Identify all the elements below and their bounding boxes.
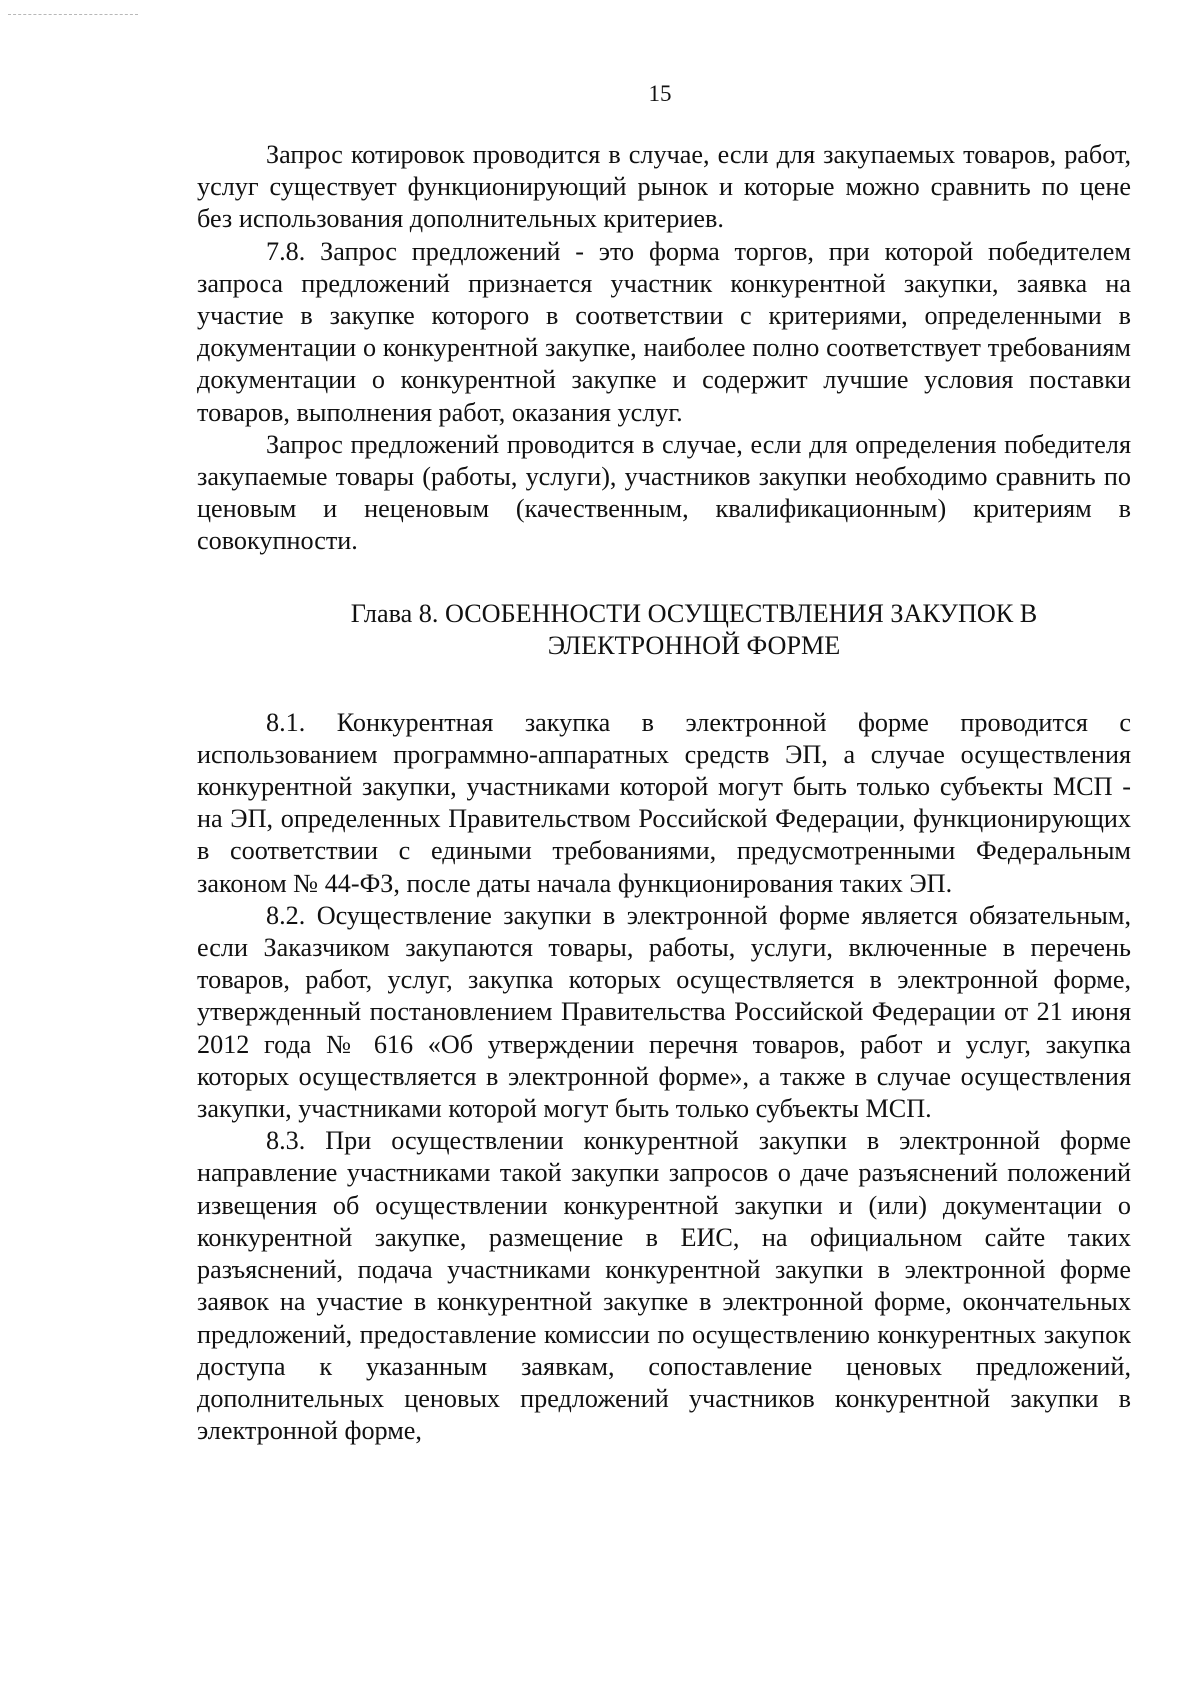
chapter-heading — [197, 598, 1131, 663]
paragraph-7-8: 7.8. Запрос предложений - это форма торгов, при которой победителем запроса предложений признается участник конкурентной закупки, заявка на участие в закупке которого в соответствии с критериями, определенными в документации о конкурентной закупке, наиболее полно соответствует требованиям документации о конкурентной закупке и содержит лучшие условия поставки товаров, выполнения работ, оказания услуг. — [197, 236, 1131, 427]
page-number: 15 — [648, 81, 672, 106]
chapter-heading-line-2: ЭЛЕКТРОННОЙ ФОРМЕ — [547, 631, 841, 661]
chapter-heading-line-1: Глава 8. ОСОБЕННОСТИ ОСУЩЕСТВЛЕНИЯ ЗАКУПОК В — [350, 598, 1038, 628]
paragraph-quote-request: Запрос котировок проводится в случае, если для закупаемых товаров, работ, услуг существует функционирующий рынок и которые можно сравнить по цене без использования дополнительных критериев. — [197, 140, 1131, 234]
document-body — [197, 139, 1131, 1447]
scan-artifact — [8, 14, 138, 17]
paragraph-8-1: 8.1. Конкурентная закупка в электронной форме проводится с использованием программно-аппаратных средств ЭП, а случае осуществления конкурентной закупки, участниками которой могут быть только субъекты МСП - на ЭП, определенных Правительством Российской Федерации, функционирующих в соответствии с едиными требованиями, предусмотренными Федеральным законом № 44-ФЗ, после даты начала функционирования таких ЭП. — [197, 707, 1131, 898]
paragraph-8-2: 8.2. Осуществление закупки в электронной форме является обязательным, если Заказчиком закупаются товары, работы, услуги, включенные в перечень товаров, работ, услуг, закупка которых осуществляется в электронной форме, утвержденный постановлением Правительства Российской Федерации от 21 июня 2012 года № 616 «Об утверждении перечня товаров, работ и услуг, закупка которых осуществляется в электронной форме», а также в случае осуществления закупки, участниками которой могут быть только субъекты МСП. — [197, 900, 1131, 1124]
paragraph-proposal-request: Запрос предложений проводится в случае, если для определения победителя закупаемые товары (работы, услуги), участников закупки необходимо сравнить по ценовым и неценовым (качественным, квалификационным) критериям в совокупности. — [197, 429, 1131, 556]
paragraph-8-3: 8.3. При осуществлении конкурентной закупки в электронной форме направление участниками такой закупки запросов о даче разъяснений положений извещения об осуществлении конкурентной закупки и (или) документации о конкурентной закупке, размещение в ЕИС, на официальном сайте таких разъяснений, подача участниками конкурентной закупки в электронной форме заявок на участие в конкурентной закупке в электронной форме, окончательных предложений, предоставление комиссии по осуществлению конкурентных закупок доступа к указанным заявкам, сопоставление ценовых предложений, дополнительных ценовых предложений участников конкурентной закупки в электронной форме, — [197, 1126, 1131, 1446]
